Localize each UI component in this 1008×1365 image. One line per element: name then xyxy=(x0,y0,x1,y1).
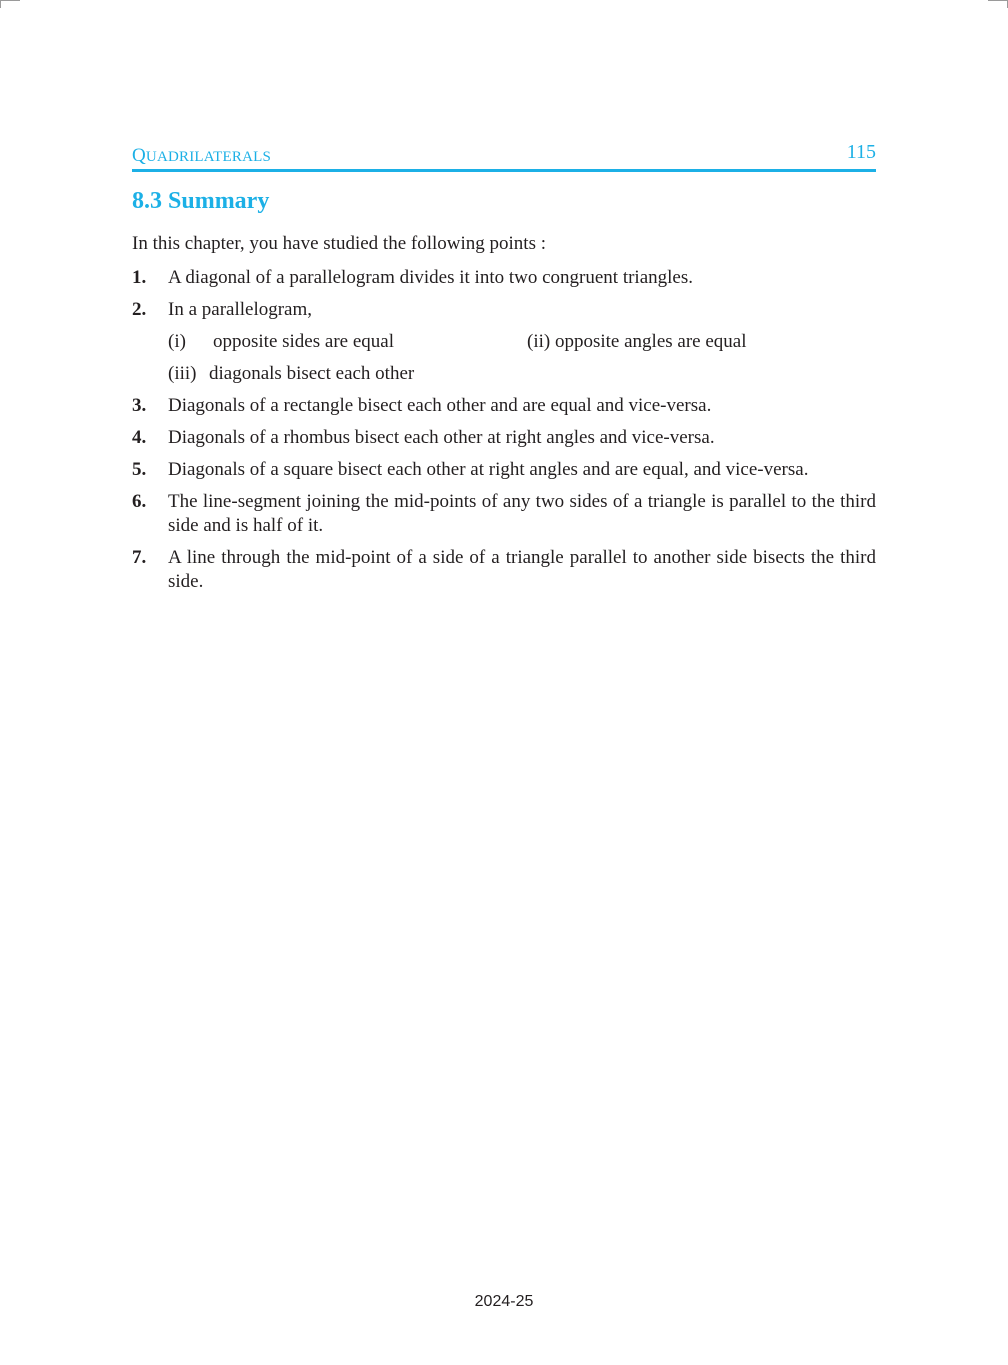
footer-year: 2024-25 xyxy=(474,1293,534,1310)
header-rule xyxy=(132,169,876,172)
list-item-number: 6. xyxy=(132,491,147,512)
list-item-number: 3. xyxy=(132,395,147,416)
list-item-number: 4. xyxy=(132,427,147,448)
list-item xyxy=(132,458,876,482)
crop-mark-top-left-v xyxy=(0,0,1,8)
crop-mark-top-left-h xyxy=(0,0,20,1)
chapter-title-rest: UADRILATERALS xyxy=(145,149,272,165)
list-item-text: A diagonal of a parallelogram divides it into two congruent triangles. xyxy=(168,267,694,288)
intro-text: In this chapter, you have studied the following points : xyxy=(132,233,547,254)
list-item xyxy=(132,490,876,538)
sub-item xyxy=(168,362,414,386)
sub-item-text: diagonals bisect each other xyxy=(209,363,415,384)
chapter-title xyxy=(132,145,271,167)
list-item xyxy=(132,426,876,450)
sub-item-text: opposite sides are equal xyxy=(213,331,394,352)
sub-item xyxy=(527,330,746,354)
list-item-text: In a parallelogram, xyxy=(168,299,313,320)
sub-item-label: (i) xyxy=(168,331,186,352)
list-item-text: Diagonals of a rhombus bisect each other at right angles and vice-versa. xyxy=(168,427,715,448)
list-item-number: 5. xyxy=(132,459,147,480)
sub-item-label: (iii) xyxy=(168,363,197,384)
sub-item xyxy=(168,330,394,354)
chapter-title-initial: Q xyxy=(132,145,146,166)
running-header xyxy=(132,140,876,174)
list-item xyxy=(132,266,876,290)
list-item-text: Diagonals of a square bisect each other at right angles and are equal, and vice-versa. xyxy=(168,459,809,480)
crop-mark-top-right-h xyxy=(988,0,1008,1)
list-item-number: 7. xyxy=(132,547,147,568)
list-item-number: 2. xyxy=(132,299,147,320)
list-item xyxy=(132,546,876,594)
list-item-number: 1. xyxy=(132,267,147,288)
section-title: 8.3 Summary xyxy=(132,188,270,214)
sub-item-label: (ii) xyxy=(527,331,551,352)
sub-item-text: opposite angles are equal xyxy=(554,331,747,352)
list-item-text: A line through the mid-point of a side of a triangle parallel to another side bisects the third side. xyxy=(168,547,876,592)
list-item xyxy=(132,394,876,418)
page-number: 115 xyxy=(846,141,876,163)
list-item-text: Diagonals of a rectangle bisect each other and are equal and vice-versa. xyxy=(168,395,712,416)
list-item-text: The line-segment joining the mid-points of any two sides of a triangle is parallel to the third side and is half of it. xyxy=(168,491,876,536)
list-item xyxy=(132,298,876,322)
